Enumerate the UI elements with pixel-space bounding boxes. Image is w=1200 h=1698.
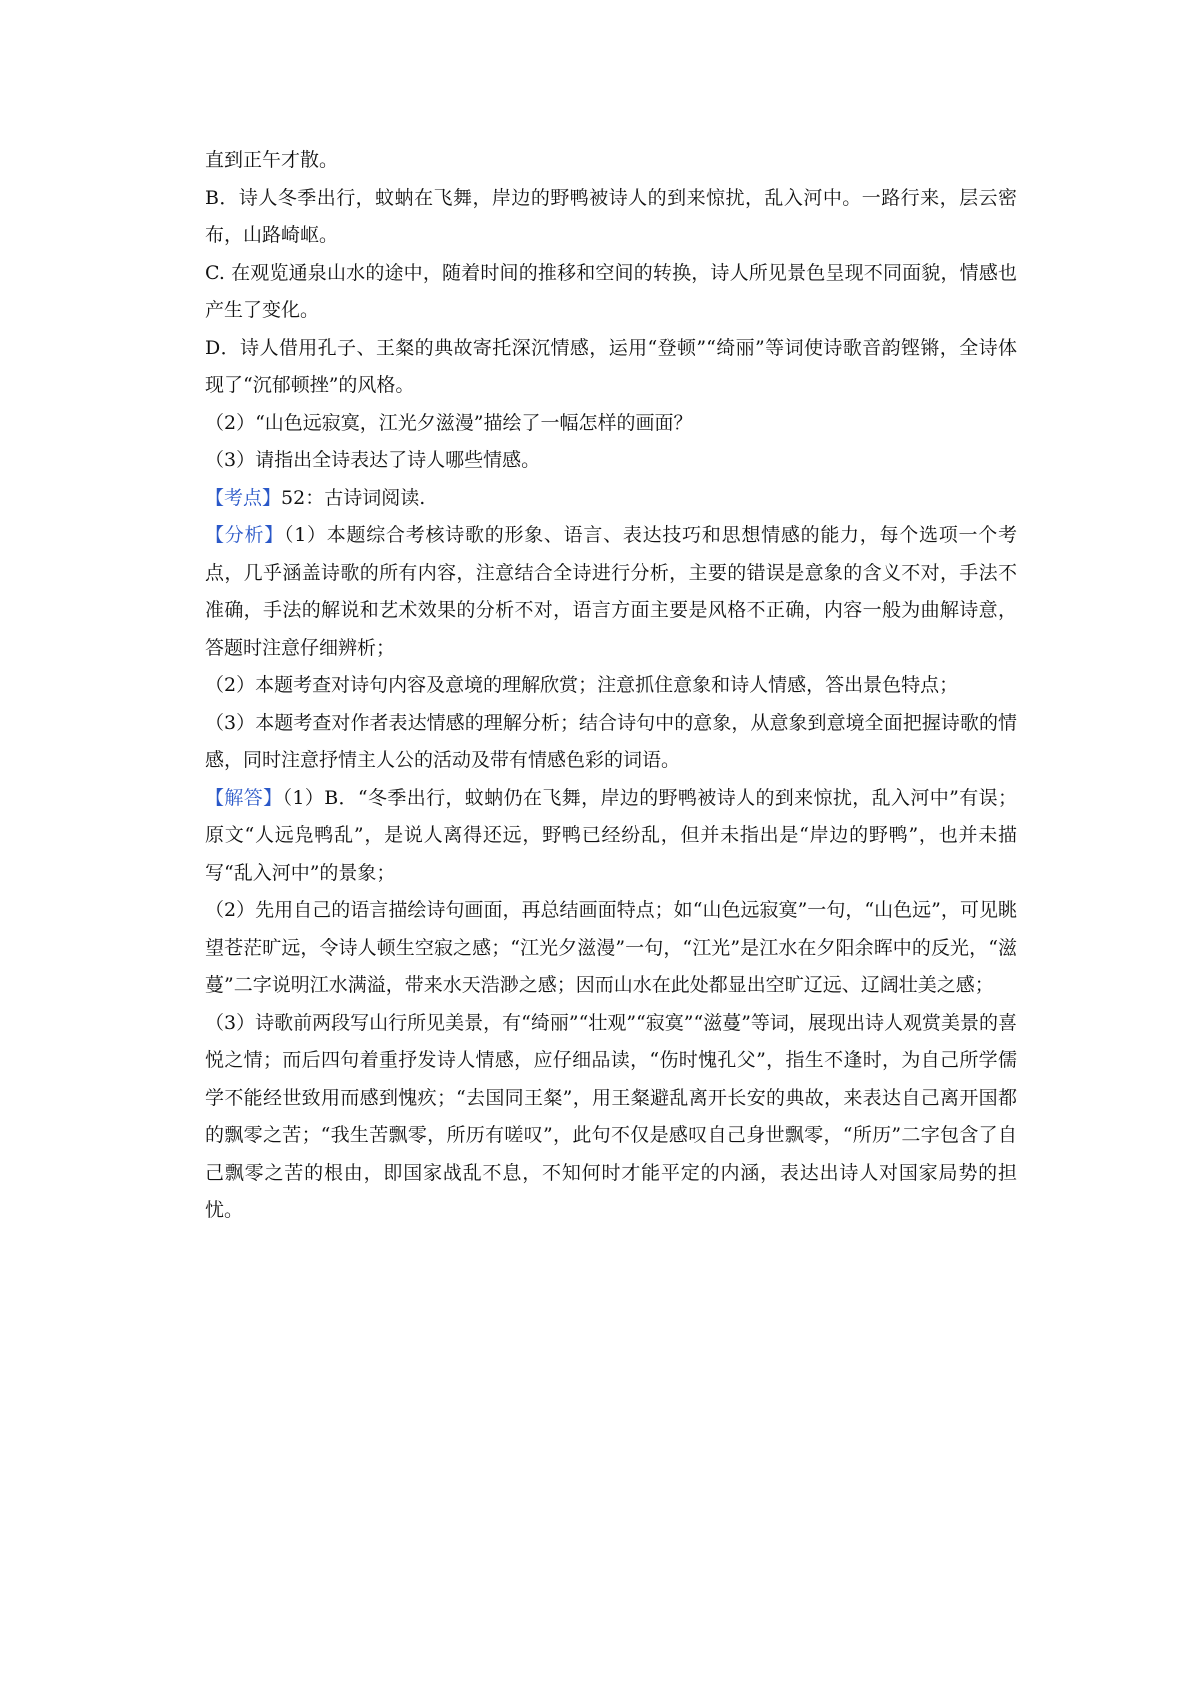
jieda-text-1: （1）B．“冬季出行，蚊蚋仍在飞舞，岸边的野鸭被诗人的到来惊扰，乱入河中”有误；原文“人远凫鸭乱”，是说人离得还远，野鸭已经纷乱，但并未指出是“岸边的野鸭”，也并未描写“乱入河中”的景象； <box>205 786 1017 884</box>
paragraph-option-b: B．诗人冬季出行，蚊蚋在飞舞，岸边的野鸭被诗人的到来惊扰，乱入河中。一路行来，层云密布，山路崎岖。 <box>205 186 1017 246</box>
question-3: （3）请指出全诗表达了诗人哪些情感。 <box>205 449 541 471</box>
paragraph-option-d: D．诗人借用孔子、王粲的典故寄托深沉情感，运用“登顿”“绮丽”等词使诗歌音韵铿锵，全诗体现了“沉郁顿挫”的风格。 <box>205 336 1017 396</box>
jieda-paragraph-3: （3）诗歌前两段写山行所见美景，有“绮丽”“壮观”“寂寞”“滋蔓”等词，展现出诗人观赏美景的喜悦之情；而后四句着重抒发诗人情感，应仔细品读，“伤时愧孔父”，指生不逢时，为自己所学儒学不能经世致用而感到愧疚；“去国同王粲”，用王粲避乱离开长安的典故，来表达自己离开国都的飘零之苦；“我生苦飘零，所历有嗟叹”，此句不仅是感叹自己身世飘零，“所历”二字包含了自己飘零之苦的根由，即国家战乱不息，不知何时才能平定的内涵，表达出诗人对国家局势的担忧。 <box>205 1011 1017 1221</box>
fenxi-paragraph-3: （3）本题考查对作者表达情感的理解分析；结合诗句中的意象，从意象到意境全面把握诗歌的情感，同时注意抒情主人公的活动及带有情感色彩的词语。 <box>205 711 1017 771</box>
fenxi-paragraph-2: （2）本题考查对诗句内容及意境的理解欣赏；注意抓住意象和诗人情感，答出景色特点； <box>205 674 959 696</box>
fenxi-section <box>205 517 1017 667</box>
jieda-tag: 【解答】 <box>205 786 283 809</box>
paragraph-option-a-end: 直到正午才散。 <box>205 149 339 171</box>
kaodian-section <box>205 480 1017 518</box>
jieda-paragraph-2: （2）先用自己的语言描绘诗句画面，再总结画面特点；如“山色远寂寞”一句，“山色远”，可见眺望苍茫旷远，令诗人顿生空寂之感；“江光夕滋漫”一句，“江光”是江水在夕阳余晖中的反光，“滋蔓”二字说明江水满溢，带来水天浩渺之感；因而山水在此处都显出空旷辽远、辽阔壮美之感； <box>205 899 1017 996</box>
paragraph-option-c: C. 在观览通泉山水的途中，随着时间的推移和空间的转换，诗人所见景色呈现不同面貌，情感也产生了变化。 <box>205 261 1017 321</box>
jieda-section <box>205 780 1017 893</box>
fenxi-text-1: （1）本题综合考核诗歌的形象、语言、表达技巧和思想情感的能力，每个选项一个考点，几乎涵盖诗歌的所有内容，注意结合全诗进行分析，主要的错误是意象的含义不对，手法不准确，手法的解说和艺术效果的分析不对，语言方面主要是风格不正确，内容一般为曲解诗意，答题时注意仔细辨析； <box>205 524 1017 659</box>
question-2: （2）“山色远寂寞，江光夕滋漫”描绘了一幅怎样的画面？ <box>205 411 693 434</box>
document-page <box>205 142 1017 1230</box>
kaodian-tag: 【考点】 <box>205 486 282 509</box>
kaodian-text: 52：古诗词阅读. <box>281 486 426 509</box>
fenxi-tag: 【分析】 <box>205 524 284 546</box>
